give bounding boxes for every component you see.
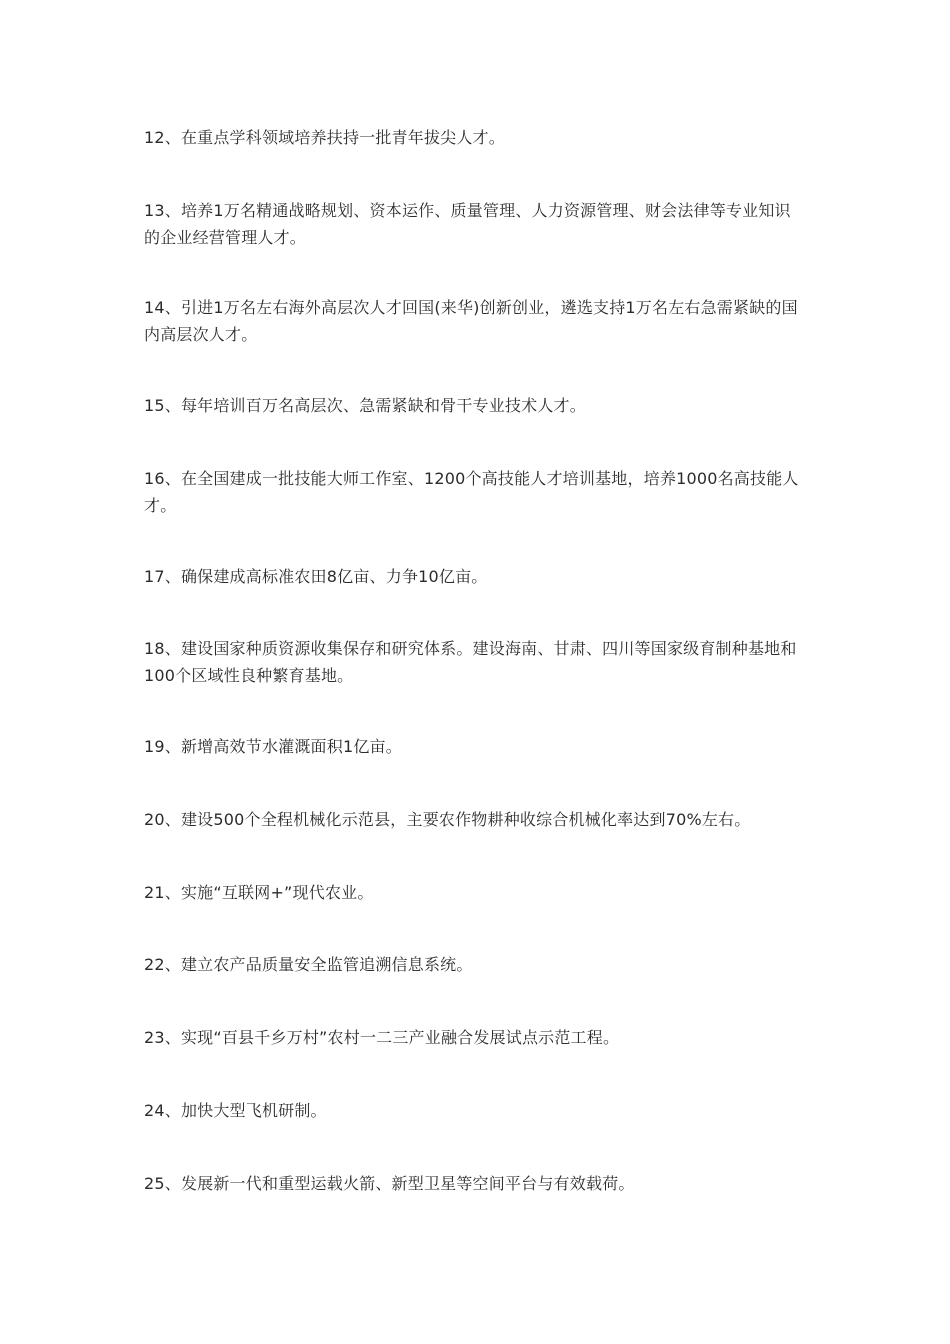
list-item-15: 15、每年培训百万名高层次、急需紧缺和骨干专业技术人才。 (144, 396, 586, 415)
list-item-17: 17、确保建成高标准农田8亿亩、力争10亿亩。 (144, 567, 488, 586)
list-item-19: 19、新增高效节水灌溉面积1亿亩。 (144, 737, 402, 756)
list-item-20: 20、建设500个全程机械化示范县，主要农作物耕种收综合机械化率达到70%左右。 (144, 810, 751, 829)
list-item-25: 25、发展新一代和重型运载火箭、新型卫星等空间平台与有效载荷。 (144, 1174, 635, 1193)
list-item-16: 16、在全国建成一批技能大师工作室、1200个高技能人才培训基地，培养1000名高技能人才。 (144, 469, 799, 515)
list-item-13: 13、培养1万名精通战略规划、资本运作、质量管理、人力资源管理、财会法律等专业知识的企业经营管理人才。 (144, 201, 791, 247)
list-item-23: 23、实现“百县千乡万村”农村一二三产业融合发展试点示范工程。 (144, 1028, 620, 1047)
list-item-12: 12、在重点学科领域培养扶持一批青年拔尖人才。 (144, 128, 505, 147)
list-item-14: 14、引进1万名左右海外高层次人才回国(来华)创新创业，遴选支持1万名左右急需紧缺的国内高层次人才。 (144, 298, 798, 344)
list-item-24: 24、加快大型飞机研制。 (144, 1101, 327, 1120)
list-item-21: 21、实施“互联网+”现代农业。 (144, 883, 374, 902)
list-item-22: 22、建立农产品质量安全监管追溯信息系统。 (144, 955, 473, 974)
list-item-18: 18、建设国家种质资源收集保存和研究体系。建设海南、甘肃、四川等国家级育制种基地和100个区域性良种繁育基地。 (144, 639, 797, 685)
